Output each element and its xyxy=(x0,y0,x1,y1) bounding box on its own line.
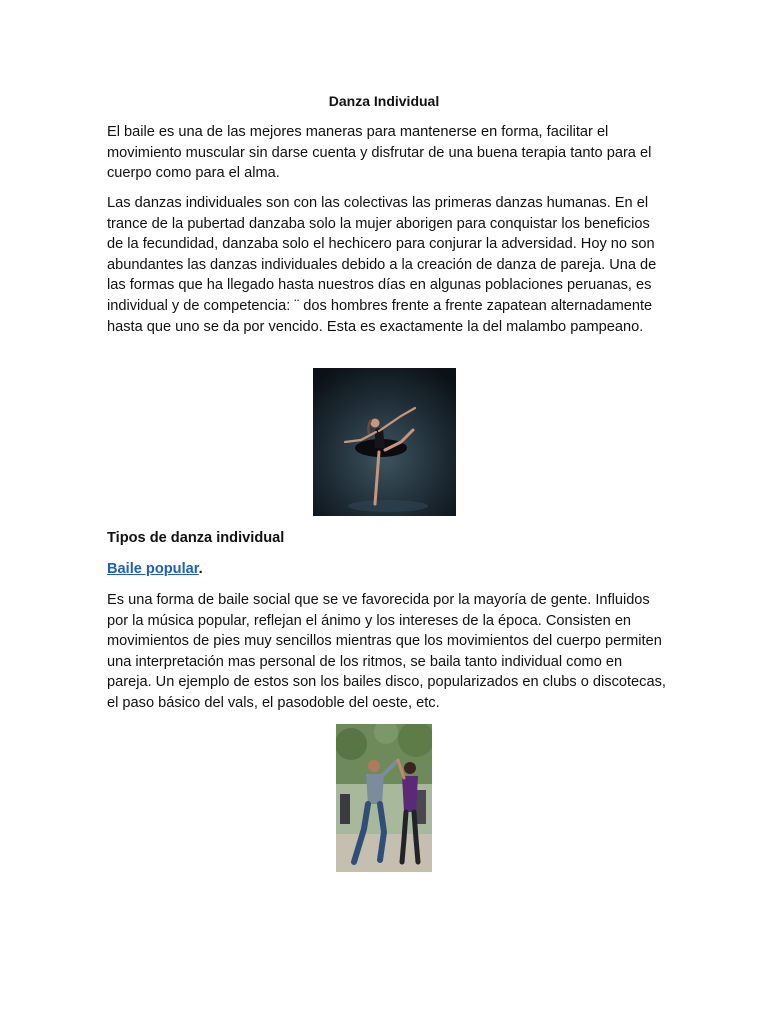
subsection-heading xyxy=(107,559,203,579)
baile-popular-link[interactable]: Baile popular xyxy=(107,561,199,577)
popular-dance-paragraph: Es una forma de baile social que se ve favorecida por la mayoría de gente. Influidos por la música popular, reflejan el ánimo y los intereses de la época. Consisten en movimientos de pies muy sencillos mientras que los movimientos del cuerpo permiten una interpretación mas personal de los ritmos, se baila tanto individual como en pareja. Un ejemplo de estos son los bailes disco, popularizados en clubs o discotecas, el paso básico del vals, el pasodoble del oeste, etc. xyxy=(107,592,666,711)
intro-paragraph: El baile es una de las mejores maneras para mantenerse en forma, facilitar el movimiento muscular sin darse cuenta y disfrutar de una buena terapia tanto para el cuerpo como para el alma. xyxy=(107,124,652,182)
couple-dancing-image xyxy=(336,724,432,872)
ballet-dancer-illustration xyxy=(313,368,456,516)
section-heading: Tipos de danza individual xyxy=(107,530,285,546)
history-paragraph: Las danzas individuales son con las colectivas las primeras danzas humanas. En el trance de la pubertad danzaba solo la mujer aborigen para conquistar los beneficios de la fecundidad, danzaba solo el hechicero para conjurar la adversidad. Hoy no son abundantes las danzas individuales debido a la creación de danza de pareja. Una de las formas que ha llegado hasta nuestros días en algunas poblaciones peruanas, es individual y de competencia: ¨ dos hombres frente a frente zapatean alternadamente hasta que uno se da por vencido. Esta es exactamente la del malambo pampeano. xyxy=(107,195,657,335)
couple-dancing-illustration xyxy=(336,724,432,872)
ballet-dancer-image xyxy=(313,368,456,516)
page-title: Danza Individual xyxy=(328,93,440,109)
subsection-suffix: . xyxy=(198,561,203,577)
